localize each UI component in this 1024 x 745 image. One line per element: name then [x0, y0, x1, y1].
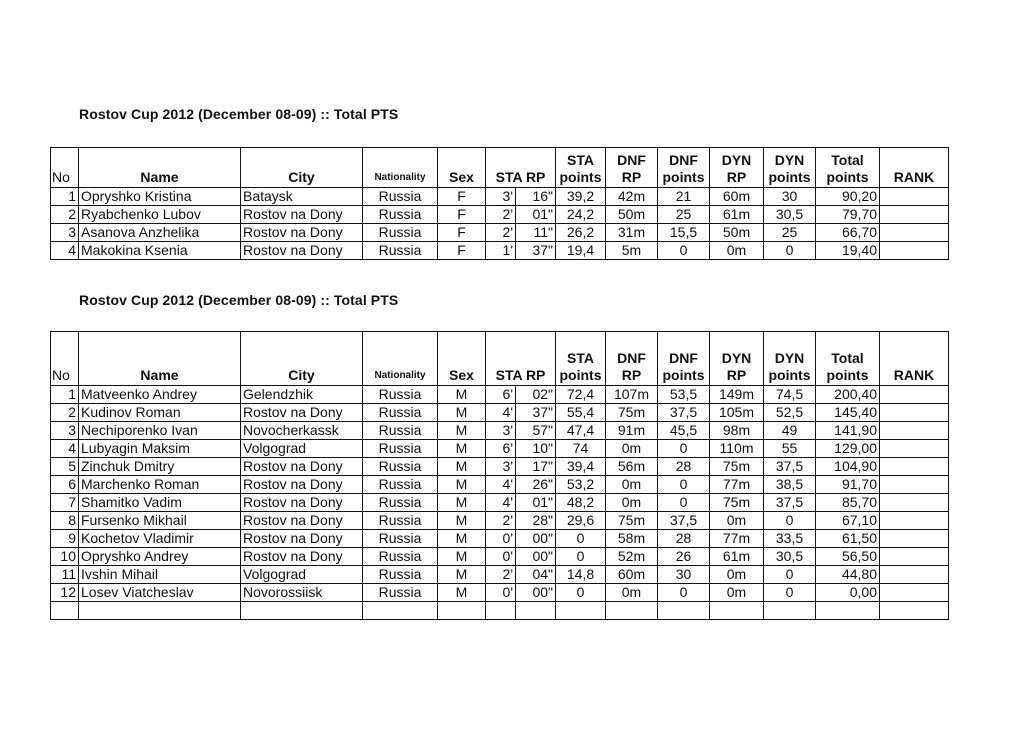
cell-dyn-points: 52,5: [764, 404, 816, 422]
cell-dyn-points: 30: [764, 188, 816, 206]
cell-city: Gelendzhik: [241, 386, 363, 404]
cell-sex: M: [438, 548, 486, 566]
cell-dyn-points: [764, 602, 816, 620]
cell-rank: [880, 494, 949, 512]
cell-no: 9: [51, 530, 79, 548]
cell-nationality: Russia: [363, 404, 438, 422]
cell-sta-points: 29,6: [556, 512, 606, 530]
cell-dyn-points: 74,5: [764, 386, 816, 404]
table-row: [51, 584, 949, 602]
header-city: City: [241, 148, 363, 188]
cell-city: Novocherkassk: [241, 422, 363, 440]
cell-dyn-rp: [710, 602, 764, 620]
cell-name: Marchenko Roman: [79, 476, 241, 494]
cell-city: Bataysk: [241, 188, 363, 206]
header-dyn-points: DYN points: [764, 332, 816, 386]
cell-dyn-rp: 75m: [710, 458, 764, 476]
cell-no: 1: [51, 386, 79, 404]
header-total-points: Total points: [816, 332, 880, 386]
cell-rank: [880, 566, 949, 584]
cell-name: [79, 602, 241, 620]
header-dyn-rp: DYN RP: [710, 148, 764, 188]
cell-sta-points: 26,2: [556, 224, 606, 242]
cell-dnf-rp: 60m: [606, 566, 658, 584]
cell-sta-seconds: 00": [516, 548, 556, 566]
cell-name: Makokina Ksenia: [79, 242, 241, 260]
cell-sex: F: [438, 242, 486, 260]
cell-no: [51, 602, 79, 620]
cell-sta-seconds: [516, 602, 556, 620]
header-sex: Sex: [438, 148, 486, 188]
cell-rank: [880, 584, 949, 602]
cell-sta-points: 39,2: [556, 188, 606, 206]
cell-no: 4: [51, 440, 79, 458]
cell-city: Rostov na Dony: [241, 224, 363, 242]
header-dnf-rp: DNF RP: [606, 332, 658, 386]
cell-city: Rostov na Dony: [241, 530, 363, 548]
cell-city: [241, 602, 363, 620]
results-table-women: [50, 147, 949, 260]
cell-total: 200,40: [816, 386, 880, 404]
table-row: [51, 494, 949, 512]
cell-nationality: Russia: [363, 476, 438, 494]
header-sex: Sex: [438, 332, 486, 386]
cell-dnf-points: 26: [658, 548, 710, 566]
cell-sta-seconds: 26": [516, 476, 556, 494]
cell-dyn-points: 0: [764, 566, 816, 584]
cell-sta-seconds: 00": [516, 530, 556, 548]
header-no: No: [51, 332, 79, 386]
table-row: [51, 224, 949, 242]
cell-total: 145,40: [816, 404, 880, 422]
cell-no: 2: [51, 206, 79, 224]
cell-dyn-rp: 0m: [710, 566, 764, 584]
cell-dyn-rp: 50m: [710, 224, 764, 242]
cell-dyn-rp: 149m: [710, 386, 764, 404]
cell-sta-points: 72,4: [556, 386, 606, 404]
cell-name: Nechiporenko Ivan: [79, 422, 241, 440]
cell-rank: [880, 242, 949, 260]
cell-sta-seconds: 17": [516, 458, 556, 476]
cell-dyn-rp: 61m: [710, 206, 764, 224]
cell-nationality: Russia: [363, 584, 438, 602]
cell-sta-seconds: 11": [516, 224, 556, 242]
table-1-title: Rostov Cup 2012 (December 08-09) :: Total PTS: [79, 106, 399, 122]
table-row: [51, 404, 949, 422]
cell-dyn-points: 30,5: [764, 548, 816, 566]
cell-dyn-points: 0: [764, 584, 816, 602]
cell-sta-minutes: 2': [486, 512, 516, 530]
cell-dnf-rp: 75m: [606, 404, 658, 422]
cell-city: Volgograd: [241, 566, 363, 584]
header-no: No: [51, 148, 79, 188]
cell-dnf-rp: 75m: [606, 512, 658, 530]
cell-dyn-points: 0: [764, 512, 816, 530]
cell-no: 10: [51, 548, 79, 566]
cell-sta-points: 14,8: [556, 566, 606, 584]
cell-dyn-points: 33,5: [764, 530, 816, 548]
cell-total: 67,10: [816, 512, 880, 530]
cell-rank: [880, 476, 949, 494]
cell-nationality: Russia: [363, 206, 438, 224]
cell-sta-points: 74: [556, 440, 606, 458]
cell-no: 6: [51, 476, 79, 494]
cell-dnf-rp: 42m: [606, 188, 658, 206]
cell-sta-seconds: 57": [516, 422, 556, 440]
table-row: [51, 548, 949, 566]
cell-total: 79,70: [816, 206, 880, 224]
cell-dnf-rp: 5m: [606, 242, 658, 260]
table-row: [51, 206, 949, 224]
cell-sta-points: [556, 602, 606, 620]
cell-dnf-rp: 58m: [606, 530, 658, 548]
cell-nationality: Russia: [363, 530, 438, 548]
cell-total: [816, 602, 880, 620]
cell-no: 3: [51, 422, 79, 440]
cell-nationality: Russia: [363, 458, 438, 476]
cell-dyn-rp: 61m: [710, 548, 764, 566]
cell-rank: [880, 530, 949, 548]
cell-no: 12: [51, 584, 79, 602]
cell-rank: [880, 512, 949, 530]
cell-dnf-points: 37,5: [658, 404, 710, 422]
cell-total: 129,00: [816, 440, 880, 458]
cell-name: Asanova Anzhelika: [79, 224, 241, 242]
cell-sex: M: [438, 584, 486, 602]
table-row: [51, 422, 949, 440]
cell-dnf-rp: 0m: [606, 584, 658, 602]
cell-dyn-points: 0: [764, 242, 816, 260]
cell-dnf-rp: 0m: [606, 494, 658, 512]
table-row: [51, 242, 949, 260]
cell-sex: M: [438, 458, 486, 476]
cell-city: Volgograd: [241, 440, 363, 458]
cell-name: Kochetov Vladimir: [79, 530, 241, 548]
cell-name: Opryshko Kristina: [79, 188, 241, 206]
cell-name: Kudinov Roman: [79, 404, 241, 422]
cell-sta-points: 48,2: [556, 494, 606, 512]
cell-sta-seconds: 16": [516, 188, 556, 206]
cell-no: 7: [51, 494, 79, 512]
cell-total: 141,90: [816, 422, 880, 440]
cell-sta-points: 0: [556, 548, 606, 566]
header-name: Name: [79, 148, 241, 188]
header-rank: RANK: [880, 148, 949, 188]
cell-no: 1: [51, 188, 79, 206]
cell-sta-minutes: [486, 602, 516, 620]
cell-no: 11: [51, 566, 79, 584]
header-nationality: Nationality: [363, 332, 438, 386]
cell-name: Fursenko Mikhail: [79, 512, 241, 530]
cell-dyn-points: 55: [764, 440, 816, 458]
cell-dyn-points: 38,5: [764, 476, 816, 494]
cell-dyn-points: 25: [764, 224, 816, 242]
cell-sta-minutes: 2': [486, 224, 516, 242]
cell-dnf-rp: 56m: [606, 458, 658, 476]
cell-dnf-rp: 0m: [606, 476, 658, 494]
cell-city: Rostov na Dony: [241, 242, 363, 260]
cell-name: Zinchuk Dmitry: [79, 458, 241, 476]
header-row: [51, 332, 949, 386]
cell-total: 19,40: [816, 242, 880, 260]
cell-dnf-points: 28: [658, 530, 710, 548]
cell-rank: [880, 206, 949, 224]
cell-dnf-rp: 31m: [606, 224, 658, 242]
cell-nationality: Russia: [363, 566, 438, 584]
cell-total: 44,80: [816, 566, 880, 584]
cell-rank: [880, 458, 949, 476]
cell-sta-seconds: 00": [516, 584, 556, 602]
cell-sta-minutes: 0': [486, 548, 516, 566]
cell-sta-points: 19,4: [556, 242, 606, 260]
cell-nationality: Russia: [363, 386, 438, 404]
header-city: City: [241, 332, 363, 386]
cell-sta-seconds: 01": [516, 494, 556, 512]
cell-no: 8: [51, 512, 79, 530]
cell-sex: [438, 602, 486, 620]
cell-dyn-points: 37,5: [764, 458, 816, 476]
cell-nationality: Russia: [363, 512, 438, 530]
cell-dnf-rp: 107m: [606, 386, 658, 404]
cell-sta-minutes: 3': [486, 422, 516, 440]
cell-dnf-points: 28: [658, 458, 710, 476]
cell-sex: M: [438, 422, 486, 440]
cell-sta-seconds: 04": [516, 566, 556, 584]
cell-sta-minutes: 4': [486, 476, 516, 494]
cell-sta-minutes: 0': [486, 530, 516, 548]
cell-sta-points: 39,4: [556, 458, 606, 476]
cell-sta-minutes: 3': [486, 188, 516, 206]
cell-rank: [880, 422, 949, 440]
cell-rank: [880, 440, 949, 458]
cell-no: 3: [51, 224, 79, 242]
cell-nationality: Russia: [363, 188, 438, 206]
cell-total: 85,70: [816, 494, 880, 512]
cell-dyn-rp: 0m: [710, 242, 764, 260]
cell-nationality: Russia: [363, 494, 438, 512]
table-2-title: Rostov Cup 2012 (December 08-09) :: Total PTS: [79, 292, 399, 308]
cell-sex: M: [438, 494, 486, 512]
cell-sta-points: 0: [556, 530, 606, 548]
cell-sex: M: [438, 512, 486, 530]
table-row: [51, 440, 949, 458]
cell-nationality: [363, 602, 438, 620]
cell-no: 2: [51, 404, 79, 422]
cell-no: 4: [51, 242, 79, 260]
cell-city: Rostov na Dony: [241, 548, 363, 566]
cell-nationality: Russia: [363, 548, 438, 566]
cell-sta-minutes: 4': [486, 404, 516, 422]
cell-name: Ryabchenko Lubov: [79, 206, 241, 224]
table-row: [51, 530, 949, 548]
cell-dnf-points: 25: [658, 206, 710, 224]
cell-rank: [880, 386, 949, 404]
header-name: Name: [79, 332, 241, 386]
header-row: [51, 148, 949, 188]
cell-dyn-rp: 0m: [710, 512, 764, 530]
header-dnf-rp: DNF RP: [606, 148, 658, 188]
cell-city: Rostov na Dony: [241, 458, 363, 476]
cell-total: 61,50: [816, 530, 880, 548]
cell-sex: F: [438, 206, 486, 224]
cell-sta-minutes: 3': [486, 458, 516, 476]
cell-dnf-points: 45,5: [658, 422, 710, 440]
header-nationality: Nationality: [363, 148, 438, 188]
cell-city: Rostov na Dony: [241, 206, 363, 224]
cell-sta-seconds: 10": [516, 440, 556, 458]
cell-city: Rostov na Dony: [241, 404, 363, 422]
cell-city: Rostov na Dony: [241, 476, 363, 494]
cell-sta-seconds: 37": [516, 404, 556, 422]
header-dnf-points: DNF points: [658, 148, 710, 188]
cell-name: Opryshko Andrey: [79, 548, 241, 566]
table-row: [51, 512, 949, 530]
cell-sta-seconds: 28": [516, 512, 556, 530]
cell-dyn-points: 37,5: [764, 494, 816, 512]
cell-sex: M: [438, 530, 486, 548]
cell-name: Shamitko Vadim: [79, 494, 241, 512]
cell-sta-minutes: 6': [486, 440, 516, 458]
table-row: [51, 476, 949, 494]
cell-name: Losev Viatcheslav: [79, 584, 241, 602]
results-table-men: [50, 331, 949, 620]
cell-dnf-points: 53,5: [658, 386, 710, 404]
cell-dyn-points: 30,5: [764, 206, 816, 224]
cell-total: 0,00: [816, 584, 880, 602]
cell-name: Lubyagin Maksim: [79, 440, 241, 458]
cell-total: 104,90: [816, 458, 880, 476]
cell-sex: M: [438, 440, 486, 458]
header-dyn-points: DYN points: [764, 148, 816, 188]
cell-dyn-rp: 60m: [710, 188, 764, 206]
cell-sta-points: 24,2: [556, 206, 606, 224]
cell-sta-points: 53,2: [556, 476, 606, 494]
cell-sta-minutes: 0': [486, 584, 516, 602]
header-rank: RANK: [880, 332, 949, 386]
table-row: [51, 602, 949, 620]
cell-name: Ivshin Mihail: [79, 566, 241, 584]
cell-sex: F: [438, 224, 486, 242]
cell-dnf-points: 0: [658, 440, 710, 458]
cell-sex: F: [438, 188, 486, 206]
cell-dnf-points: 37,5: [658, 512, 710, 530]
cell-dnf-rp: 91m: [606, 422, 658, 440]
cell-sta-points: 0: [556, 584, 606, 602]
cell-dnf-rp: 50m: [606, 206, 658, 224]
cell-total: 90,20: [816, 188, 880, 206]
cell-sta-seconds: 01": [516, 206, 556, 224]
cell-total: 66,70: [816, 224, 880, 242]
cell-dyn-rp: 110m: [710, 440, 764, 458]
cell-rank: [880, 224, 949, 242]
cell-dyn-rp: 77m: [710, 476, 764, 494]
cell-dnf-rp: [606, 602, 658, 620]
header-sta-points: STA points: [556, 332, 606, 386]
table-row: [51, 458, 949, 476]
cell-sex: M: [438, 476, 486, 494]
cell-name: Matveenko Andrey: [79, 386, 241, 404]
cell-city: Rostov na Dony: [241, 494, 363, 512]
cell-dnf-points: 15,5: [658, 224, 710, 242]
cell-dnf-points: 30: [658, 566, 710, 584]
cell-dyn-rp: 105m: [710, 404, 764, 422]
header-total-points: Total points: [816, 148, 880, 188]
cell-total: 56,50: [816, 548, 880, 566]
cell-dyn-rp: 98m: [710, 422, 764, 440]
cell-rank: [880, 404, 949, 422]
cell-sta-minutes: 2': [486, 206, 516, 224]
cell-dyn-rp: 77m: [710, 530, 764, 548]
cell-dnf-rp: 52m: [606, 548, 658, 566]
cell-total: 91,70: [816, 476, 880, 494]
cell-sex: M: [438, 386, 486, 404]
cell-sex: M: [438, 566, 486, 584]
cell-dnf-points: 0: [658, 476, 710, 494]
cell-rank: [880, 188, 949, 206]
cell-sta-minutes: 2': [486, 566, 516, 584]
cell-sex: M: [438, 404, 486, 422]
cell-dnf-rp: 0m: [606, 440, 658, 458]
cell-sta-seconds: 37": [516, 242, 556, 260]
cell-sta-minutes: 1': [486, 242, 516, 260]
cell-nationality: Russia: [363, 242, 438, 260]
cell-dnf-points: [658, 602, 710, 620]
cell-sta-minutes: 4': [486, 494, 516, 512]
header-dnf-points: DNF points: [658, 332, 710, 386]
header-sta-rp: STA RP: [486, 148, 556, 188]
cell-rank: [880, 602, 949, 620]
cell-dnf-points: 0: [658, 242, 710, 260]
cell-dnf-points: 21: [658, 188, 710, 206]
header-dyn-rp: DYN RP: [710, 332, 764, 386]
cell-dyn-rp: 75m: [710, 494, 764, 512]
cell-city: Rostov na Dony: [241, 512, 363, 530]
cell-nationality: Russia: [363, 422, 438, 440]
cell-rank: [880, 548, 949, 566]
cell-nationality: Russia: [363, 224, 438, 242]
cell-dyn-rp: 0m: [710, 584, 764, 602]
cell-no: 5: [51, 458, 79, 476]
cell-sta-points: 47,4: [556, 422, 606, 440]
cell-dnf-points: 0: [658, 584, 710, 602]
cell-sta-points: 55,4: [556, 404, 606, 422]
table-row: [51, 188, 949, 206]
header-sta-rp: STA RP: [486, 332, 556, 386]
cell-nationality: Russia: [363, 440, 438, 458]
cell-dyn-points: 49: [764, 422, 816, 440]
cell-dnf-points: 0: [658, 494, 710, 512]
cell-sta-minutes: 6': [486, 386, 516, 404]
table-row: [51, 566, 949, 584]
cell-sta-seconds: 02": [516, 386, 556, 404]
table-row: [51, 386, 949, 404]
header-sta-points: STA points: [556, 148, 606, 188]
cell-city: Novorossiisk: [241, 584, 363, 602]
